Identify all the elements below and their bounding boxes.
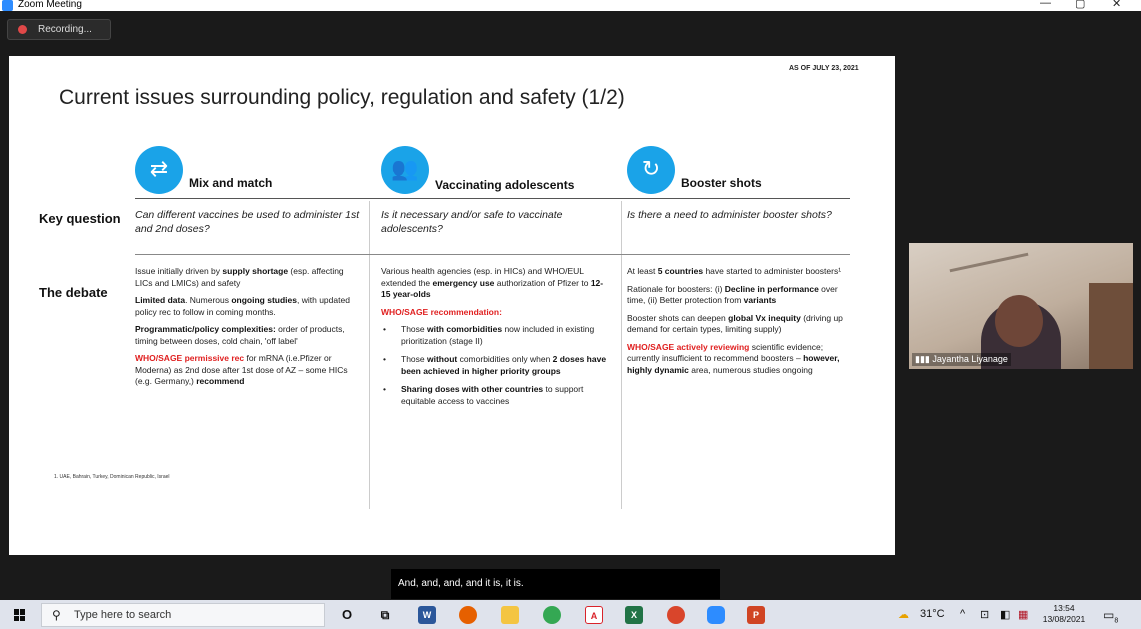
record-dot-icon: [18, 25, 27, 34]
column-heading-booster-shots: Booster shots: [681, 176, 762, 190]
recording-indicator[interactable]: [7, 19, 111, 40]
list-item: • Those with comorbidities now included in existing prioritization (stage II): [381, 324, 609, 347]
row-label-debate: The debate: [39, 285, 108, 300]
slide-title: Current issues surrounding policy, regulation and safety (1/2): [59, 86, 625, 109]
meeting-stage: [0, 11, 1141, 600]
weather-temperature[interactable]: 31°C: [920, 608, 945, 620]
shared-slide: [9, 56, 895, 555]
close-button[interactable]: ✕: [1112, 0, 1122, 10]
clock-date: 13/08/2021: [1042, 614, 1086, 624]
search-placeholder: Type here to search: [74, 609, 172, 621]
column-divider-2: [621, 201, 622, 509]
zoom-logo-icon: [2, 0, 13, 11]
key-question-boosters: Is there a need to administer booster shots?: [627, 209, 832, 221]
participant-video[interactable]: [909, 243, 1133, 369]
window-title: Zoom Meeting: [18, 0, 82, 10]
taskbar-search[interactable]: [41, 603, 325, 627]
circular-arrow-icon: ↻: [627, 146, 675, 194]
powerpoint-icon[interactable]: P: [747, 606, 765, 624]
taskbar-clock[interactable]: [1039, 603, 1089, 625]
windows-start-icon[interactable]: [14, 609, 26, 621]
word-icon[interactable]: W: [418, 606, 436, 624]
task-view-icon[interactable]: ⧉: [380, 608, 390, 622]
acrobat-icon[interactable]: A: [585, 606, 603, 624]
column-heading-adolescents: Vaccinating adolescents: [435, 178, 575, 192]
arrows-swap-icon: ⇄: [135, 146, 183, 194]
file-explorer-icon[interactable]: [501, 606, 519, 624]
list-item: • Sharing doses with other countries to support equitable access to vaccines: [381, 384, 609, 407]
signal-bars-icon: ▮▮▮: [915, 354, 933, 364]
cortana-icon[interactable]: O: [341, 607, 353, 622]
key-question-mix-and-match: Can different vaccines be used to administer 1st and 2nd doses?: [135, 209, 360, 235]
window-titlebar: [0, 0, 1141, 11]
slide-as-of-date: AS OF JULY 23, 2021: [789, 65, 859, 72]
column-heading-mix-and-match: Mix and match: [189, 176, 273, 190]
column-divider-1: [369, 201, 370, 509]
participant-name-tag: ▮▮▮ Jayantha Liyanage: [912, 353, 1011, 366]
notifications-icon[interactable]: $▭_8$: [1103, 608, 1119, 625]
live-caption: And, and, and, and it is, it is.: [391, 569, 720, 599]
key-question-adolescents: Is it necessary and/or safe to vaccinate adolescents?: [381, 209, 563, 235]
participant-face: [995, 295, 1043, 347]
zoom-icon[interactable]: [707, 606, 725, 624]
tray-network-icon[interactable]: ⊡: [980, 609, 990, 621]
chrome-icon[interactable]: [543, 606, 561, 624]
video-door: [1089, 283, 1133, 369]
debate-cell-boosters: At least 5 countries have started to administer boosters¹ Rationale for boosters: (i) Decline in performance over time, (ii) Better protection from variants Booster shots can deepen global Vx inequity (driving up demand for certain types, limiting supply) WHO/SAGE actively reviewing scientific evidence; currently insufficient to recommend boosters – however, highly dynamic area, numerous studies ongoing: [627, 266, 843, 375]
people-icon: 👥: [381, 146, 429, 194]
firefox-icon[interactable]: [459, 606, 477, 624]
list-item: • Those without comorbidities only when 2 doses have been achieved in higher priority groups: [381, 354, 609, 377]
header-divider: [135, 198, 850, 199]
weather-icon: ☁: [898, 609, 909, 621]
search-icon: ⚲: [52, 608, 61, 622]
slide-footnote: 1. UAE, Bahrain, Turkey, Dominican Republic, Israel: [54, 474, 170, 480]
recording-label: Recording...: [38, 24, 92, 35]
debate-cell-adolescents: Various health agencies (esp. in HICs) and WHO/EUL extended the emergency use authorization of Pfizer to 12-15 year-olds WHO/SAGE recommendation: • Those with comorbidities now included in existing prioritization (stage II) • Those without comorbidities only when 2 doses have been achieved in higher priority groups • Sharing doses with other countries to support equitable access to vaccines: [381, 266, 609, 414]
maximize-button[interactable]: ▢: [1075, 0, 1086, 10]
minimize-button[interactable]: —: [1040, 0, 1051, 9]
tray-chevron-icon[interactable]: ^: [960, 608, 966, 620]
excel-icon[interactable]: X: [625, 606, 643, 624]
tray-app-icon[interactable]: ▦: [1018, 609, 1029, 621]
row-label-key-question: Key question: [39, 211, 121, 226]
row-divider: [135, 254, 850, 255]
debate-cell-mix-and-match: Issue initially driven by supply shortage (esp. affecting LICs and LMICs) and safety Limited data. Numerous ongoing studies, with updated policy rec to follow in coming months. Programmatic/policy complexities: order of products, timing between doses, cold chain, 'off label' WHO/SAGE permissive rec for mRNA (i.e.Pfizer or Moderna) as 2nd dose after 1st dose of AZ – some HICs (e.g. Germany,) recommend: [135, 266, 350, 386]
clock-time: 13:54: [1053, 603, 1075, 613]
windows-taskbar: [0, 600, 1141, 629]
chrome-profile-icon[interactable]: [667, 606, 685, 624]
tray-volume-icon[interactable]: ◧: [1000, 609, 1011, 621]
